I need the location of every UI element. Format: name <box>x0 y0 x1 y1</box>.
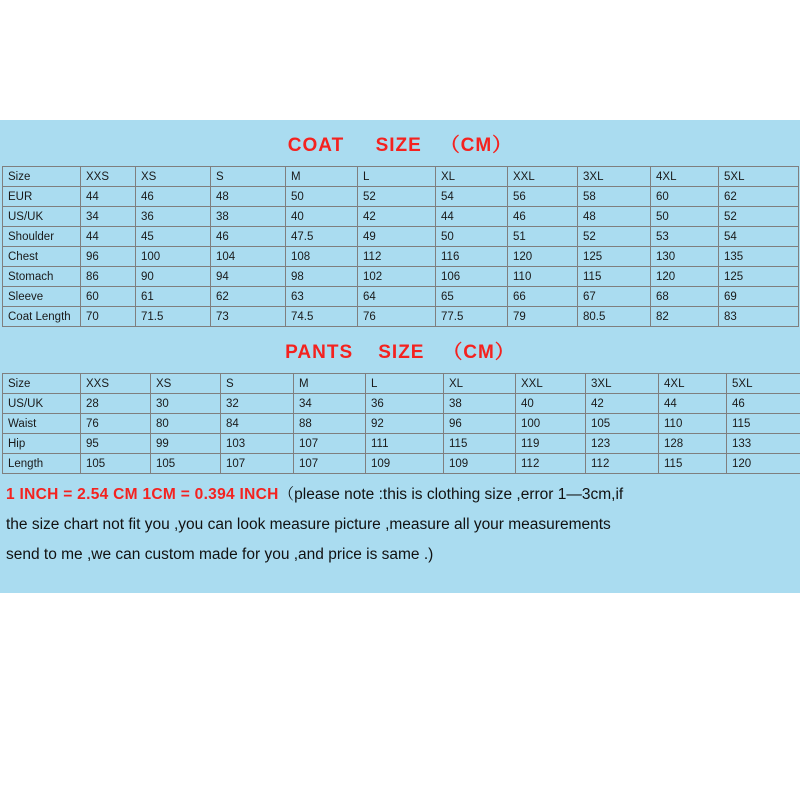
column-header: 3XL <box>578 167 651 187</box>
cell: 50 <box>436 227 508 247</box>
row-label: Length <box>3 454 81 474</box>
cell: 42 <box>586 394 659 414</box>
column-header: 4XL <box>659 374 727 394</box>
table-row <box>3 227 799 247</box>
cell: 54 <box>436 187 508 207</box>
cell: 34 <box>294 394 366 414</box>
cell: 110 <box>659 414 727 434</box>
cell: 105 <box>586 414 659 434</box>
cell: 120 <box>651 267 719 287</box>
cell: 64 <box>358 287 436 307</box>
column-header: XL <box>444 374 516 394</box>
pants-table-body <box>3 374 800 474</box>
cell: 133 <box>727 434 800 454</box>
pants-size-title: PANTS SIZE （CM） <box>285 342 515 363</box>
cell: 109 <box>366 454 444 474</box>
cell: 36 <box>136 207 211 227</box>
column-header: S <box>221 374 294 394</box>
cell: 74.5 <box>286 307 358 327</box>
cell: 46 <box>136 187 211 207</box>
cell: 45 <box>136 227 211 247</box>
cell: 46 <box>211 227 286 247</box>
row-label: Stomach <box>3 267 81 287</box>
row-label: US/UK <box>3 394 81 414</box>
column-header: 5XL <box>719 167 799 187</box>
column-header: XXL <box>508 167 578 187</box>
cell: 73 <box>211 307 286 327</box>
cell: 120 <box>508 247 578 267</box>
cell: 109 <box>444 454 516 474</box>
cell: 130 <box>651 247 719 267</box>
cell: 58 <box>578 187 651 207</box>
cell: 49 <box>358 227 436 247</box>
table-row <box>3 414 800 434</box>
cell: 76 <box>358 307 436 327</box>
column-header: XXL <box>516 374 586 394</box>
cell: 48 <box>578 207 651 227</box>
table-row <box>3 207 799 227</box>
column-header: M <box>294 374 366 394</box>
cell: 66 <box>508 287 578 307</box>
cell: 36 <box>366 394 444 414</box>
cell: 99 <box>151 434 221 454</box>
cell: 116 <box>436 247 508 267</box>
cell: 108 <box>286 247 358 267</box>
cell: 62 <box>211 287 286 307</box>
cell: 34 <box>81 207 136 227</box>
table-row <box>3 247 799 267</box>
cell: 69 <box>719 287 799 307</box>
column-header: 5XL <box>727 374 800 394</box>
row-label: Hip <box>3 434 81 454</box>
table-row <box>3 307 799 327</box>
table-row <box>3 434 800 454</box>
cell: 107 <box>221 454 294 474</box>
note-line-2: the size chart not fit you ,you can look measure picture ,measure all your measurements <box>6 516 611 533</box>
cell: 92 <box>366 414 444 434</box>
cell: 103 <box>221 434 294 454</box>
cell: 88 <box>294 414 366 434</box>
row-label: Shoulder <box>3 227 81 247</box>
column-header: 3XL <box>586 374 659 394</box>
cell: 68 <box>651 287 719 307</box>
column-header: XS <box>151 374 221 394</box>
coat-size-table <box>2 166 799 327</box>
column-header: M <box>286 167 358 187</box>
size-chart-panel <box>0 120 800 593</box>
cell: 71.5 <box>136 307 211 327</box>
note-line-1 <box>6 480 794 510</box>
cell: 44 <box>436 207 508 227</box>
cell: 52 <box>719 207 799 227</box>
table-row <box>3 454 800 474</box>
cell: 135 <box>719 247 799 267</box>
cell: 98 <box>286 267 358 287</box>
cell: 112 <box>516 454 586 474</box>
row-label: EUR <box>3 187 81 207</box>
cell: 38 <box>211 207 286 227</box>
cell: 38 <box>444 394 516 414</box>
cell: 82 <box>651 307 719 327</box>
cell: 63 <box>286 287 358 307</box>
cell: 107 <box>294 454 366 474</box>
cell: 56 <box>508 187 578 207</box>
cell: 106 <box>436 267 508 287</box>
cell: 96 <box>444 414 516 434</box>
cell: 100 <box>516 414 586 434</box>
column-header: XXS <box>81 374 151 394</box>
table-row <box>3 267 799 287</box>
cell: 96 <box>81 247 136 267</box>
table-header-row <box>3 374 800 394</box>
cell: 54 <box>719 227 799 247</box>
cell: 40 <box>516 394 586 414</box>
size-note <box>0 474 800 570</box>
note-line-1-rest: （please note :this is clothing size ,error 1—3cm,if <box>278 486 624 503</box>
cell: 32 <box>221 394 294 414</box>
cell: 111 <box>366 434 444 454</box>
column-header: Size <box>3 167 81 187</box>
cell: 115 <box>578 267 651 287</box>
row-label: Sleeve <box>3 287 81 307</box>
cell: 62 <box>719 187 799 207</box>
cell: 115 <box>727 414 800 434</box>
cell: 79 <box>508 307 578 327</box>
row-label: Chest <box>3 247 81 267</box>
column-header: 4XL <box>651 167 719 187</box>
cell: 44 <box>659 394 727 414</box>
cell: 115 <box>444 434 516 454</box>
pants-size-table <box>2 373 800 474</box>
column-header: L <box>358 167 436 187</box>
cell: 50 <box>651 207 719 227</box>
unit-conversion-text: 1 INCH = 2.54 CM 1CM = 0.394 INCH <box>6 486 279 503</box>
cell: 65 <box>436 287 508 307</box>
cell: 90 <box>136 267 211 287</box>
cell: 83 <box>719 307 799 327</box>
column-header: XL <box>436 167 508 187</box>
cell: 104 <box>211 247 286 267</box>
cell: 105 <box>151 454 221 474</box>
row-label: Waist <box>3 414 81 434</box>
cell: 46 <box>727 394 800 414</box>
column-header: XS <box>136 167 211 187</box>
cell: 60 <box>81 287 136 307</box>
coat-size-title: COAT SIZE （CM） <box>287 135 513 156</box>
cell: 70 <box>81 307 136 327</box>
column-header: L <box>366 374 444 394</box>
note-line-3: send to me ,we can custom made for you ,and price is same .) <box>6 546 434 563</box>
table-row <box>3 394 800 414</box>
cell: 123 <box>586 434 659 454</box>
table-header-row <box>3 167 799 187</box>
cell: 67 <box>578 287 651 307</box>
cell: 105 <box>81 454 151 474</box>
cell: 52 <box>358 187 436 207</box>
cell: 47.5 <box>286 227 358 247</box>
cell: 76 <box>81 414 151 434</box>
cell: 125 <box>578 247 651 267</box>
cell: 52 <box>578 227 651 247</box>
cell: 100 <box>136 247 211 267</box>
cell: 42 <box>358 207 436 227</box>
cell: 50 <box>286 187 358 207</box>
table-row <box>3 287 799 307</box>
cell: 46 <box>508 207 578 227</box>
column-header: S <box>211 167 286 187</box>
cell: 53 <box>651 227 719 247</box>
cell: 94 <box>211 267 286 287</box>
cell: 107 <box>294 434 366 454</box>
cell: 120 <box>727 454 800 474</box>
cell: 125 <box>719 267 799 287</box>
row-label: Coat Length <box>3 307 81 327</box>
cell: 51 <box>508 227 578 247</box>
cell: 86 <box>81 267 136 287</box>
cell: 95 <box>81 434 151 454</box>
coat-table-body <box>3 167 799 327</box>
cell: 44 <box>81 187 136 207</box>
cell: 48 <box>211 187 286 207</box>
cell: 112 <box>586 454 659 474</box>
cell: 44 <box>81 227 136 247</box>
cell: 60 <box>651 187 719 207</box>
cell: 110 <box>508 267 578 287</box>
cell: 80.5 <box>578 307 651 327</box>
table-row <box>3 187 799 207</box>
cell: 112 <box>358 247 436 267</box>
column-header: XXS <box>81 167 136 187</box>
cell: 115 <box>659 454 727 474</box>
cell: 61 <box>136 287 211 307</box>
cell: 102 <box>358 267 436 287</box>
cell: 119 <box>516 434 586 454</box>
cell: 30 <box>151 394 221 414</box>
cell: 128 <box>659 434 727 454</box>
column-header: Size <box>3 374 81 394</box>
cell: 40 <box>286 207 358 227</box>
cell: 84 <box>221 414 294 434</box>
cell: 28 <box>81 394 151 414</box>
cell: 77.5 <box>436 307 508 327</box>
row-label: US/UK <box>3 207 81 227</box>
cell: 80 <box>151 414 221 434</box>
